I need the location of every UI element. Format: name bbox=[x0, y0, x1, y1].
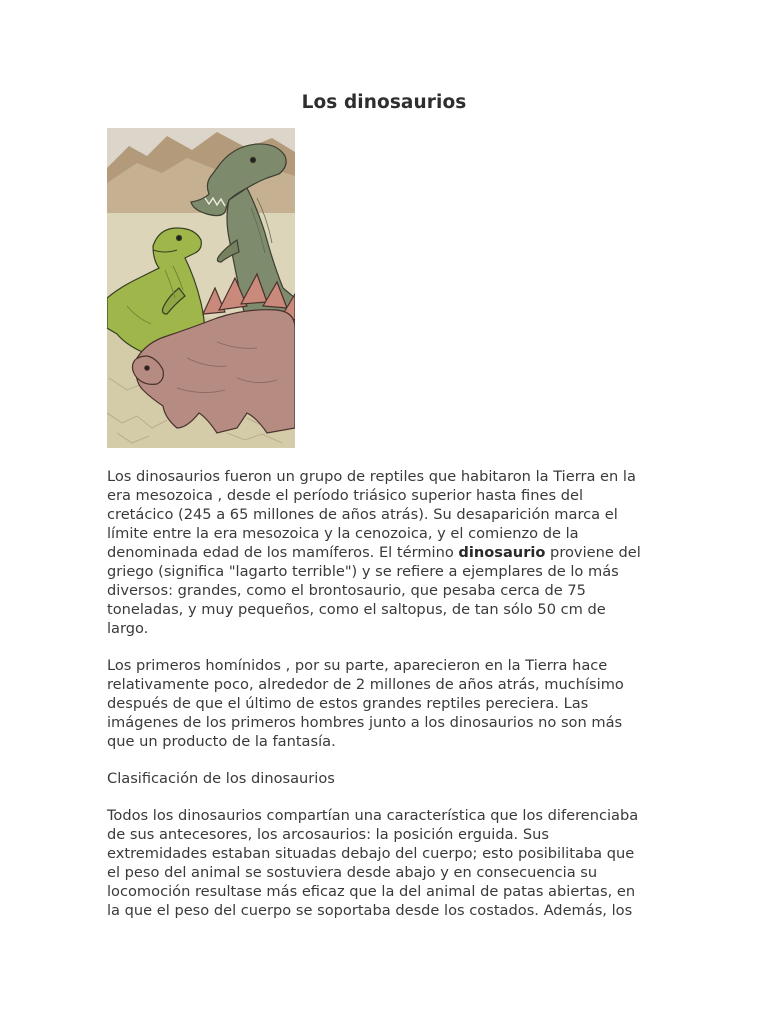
text-segment: denominada edad de los mamíferos. El término bbox=[107, 544, 459, 561]
text-line: de sus antecesores, los arcosaurios: la posición erguida. Sus bbox=[107, 826, 549, 843]
dinosaurs-illustration bbox=[107, 128, 295, 448]
text-line: Los dinosaurios fueron un grupo de reptiles que habitaron la Tierra en la bbox=[107, 468, 636, 485]
paragraph-2 bbox=[107, 656, 667, 751]
section-heading: Clasificación de los dinosaurios bbox=[107, 770, 335, 787]
paragraph-1 bbox=[107, 467, 667, 638]
text-line: largo. bbox=[107, 620, 149, 637]
text-line: límite entre la era mesozoica y la cenozoica, y el comienzo de la bbox=[107, 525, 579, 542]
text-line: Los primeros homínidos , por su parte, aparecieron en la Tierra hace bbox=[107, 657, 608, 674]
text-line: relativamente poco, alrededor de 2 millones de años atrás, muchísimo bbox=[107, 676, 624, 693]
text-line: diversos: grandes, como el brontosaurio, que pesaba cerca de 75 bbox=[107, 582, 586, 599]
text-line: locomoción resultase más eficaz que la del animal de patas abiertas, en bbox=[107, 883, 636, 900]
text-line bbox=[107, 543, 667, 562]
text-line: después de que el último de estos grandes reptiles pereciera. Las bbox=[107, 695, 589, 712]
document-title: Los dinosaurios bbox=[301, 92, 467, 113]
text-line: griego (significa "lagarto terrible") y se refiere a ejemplares de lo más bbox=[107, 563, 619, 580]
text-line: era mesozoica , desde el período triásico superior hasta fines del bbox=[107, 487, 584, 504]
text-line: que un producto de la fantasía. bbox=[107, 733, 336, 750]
paragraph-3 bbox=[107, 806, 667, 920]
text-segment: proviene del bbox=[545, 544, 641, 561]
document-body bbox=[107, 467, 667, 938]
text-line: imágenes de los primeros hombres junto a los dinosaurios no son más bbox=[107, 714, 623, 731]
term-dinosaurio: dinosaurio bbox=[458, 544, 546, 561]
text-line: la que el peso del cuerpo se soportaba desde los costados. Además, los bbox=[107, 902, 633, 919]
text-line: el peso del animal se sostuviera desde abajo y en consecuencia su bbox=[107, 864, 598, 881]
text-line: cretácico (245 a 65 millones de años atrás). Su desaparición marca el bbox=[107, 506, 618, 523]
text-line: extremidades estaban situadas debajo del cuerpo; esto posibilitaba que bbox=[107, 845, 635, 862]
text-line: Todos los dinosaurios compartían una característica que los diferenciaba bbox=[107, 807, 639, 824]
text-line: toneladas, y muy pequeños, como el saltopus, de tan sólo 50 cm de bbox=[107, 601, 606, 618]
